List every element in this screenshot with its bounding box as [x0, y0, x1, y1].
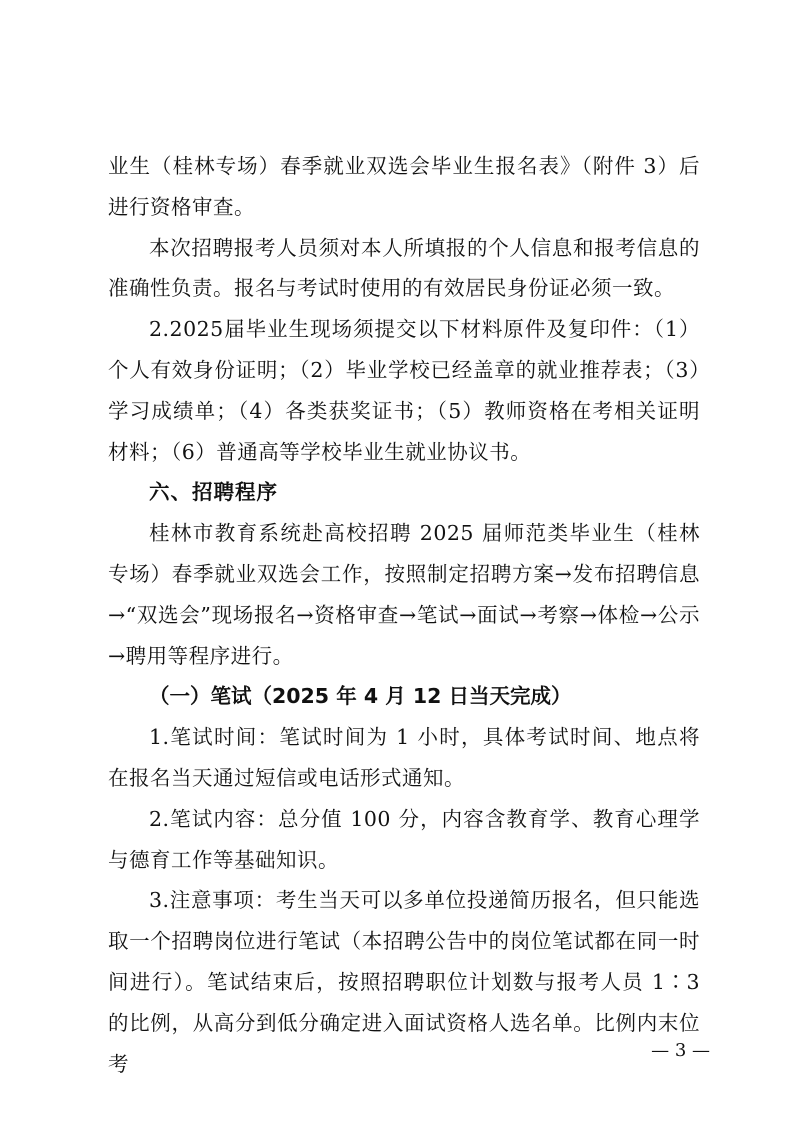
page-number: — 3 — [651, 1040, 710, 1061]
paragraph-exam-time: 1.笔试时间：笔试时间为 1 小时，具体考试时间、地点将在报名当天通过短信或电话形式通知。 [108, 725, 700, 790]
paragraph-required-materials: 2.2025届毕业生现场须提交以下材料原件及复印件：（1）个人有效身份证明；（2）毕业学校已经盖章的就业推荐表；（3）学习成绩单；（4）各类获奖证书；（5）教师资格在考相关证明材料；（6）普通高等学校毕业生就业协议书。 [108, 317, 700, 464]
section-heading-recruitment-procedure: 六、招聘程序 [149, 480, 278, 505]
paragraph-procedure-steps: 桂林市教育系统赴高校招聘 2025 届师范类毕业生（桂林专场）春季就业双选会工作，按照制定招聘方案→发布招聘信息→“双选会”现场报名→资格审查→笔试→面试→考察→体检→公示→聘用等程序进行。 [108, 521, 700, 668]
paragraph-accuracy-responsibility: 本次招聘报考人员须对本人所填报的个人信息和报考信息的准确性负责。报名与考试时使用的有效居民身份证必须一致。 [108, 235, 700, 301]
paragraph-exam-content: 2.笔试内容：总分值 100 分，内容含教育学、教育心理学与德育工作等基础知识。 [108, 806, 700, 872]
paragraph-exam-notes: 3.注意事项：考生当天可以多单位投递简历报名，但只能选取一个招聘岗位进行笔试（本招聘公告中的岗位笔试都在同一时间进行）。笔试结束后，按照招聘职位计划数与报考人员 1∶3 的比例，从高分到低分确定进入面试资格人选名单。比例内末位考 [108, 888, 700, 1076]
body-text [108, 146, 700, 1084]
subheading-written-exam: （一）笔试（2025 年 4 月 12 日当天完成） [149, 684, 572, 709]
paragraph-registration-form: 业生（桂林专场）春季就业双选会毕业生报名表》（附件 3）后进行资格审查。 [108, 154, 700, 219]
